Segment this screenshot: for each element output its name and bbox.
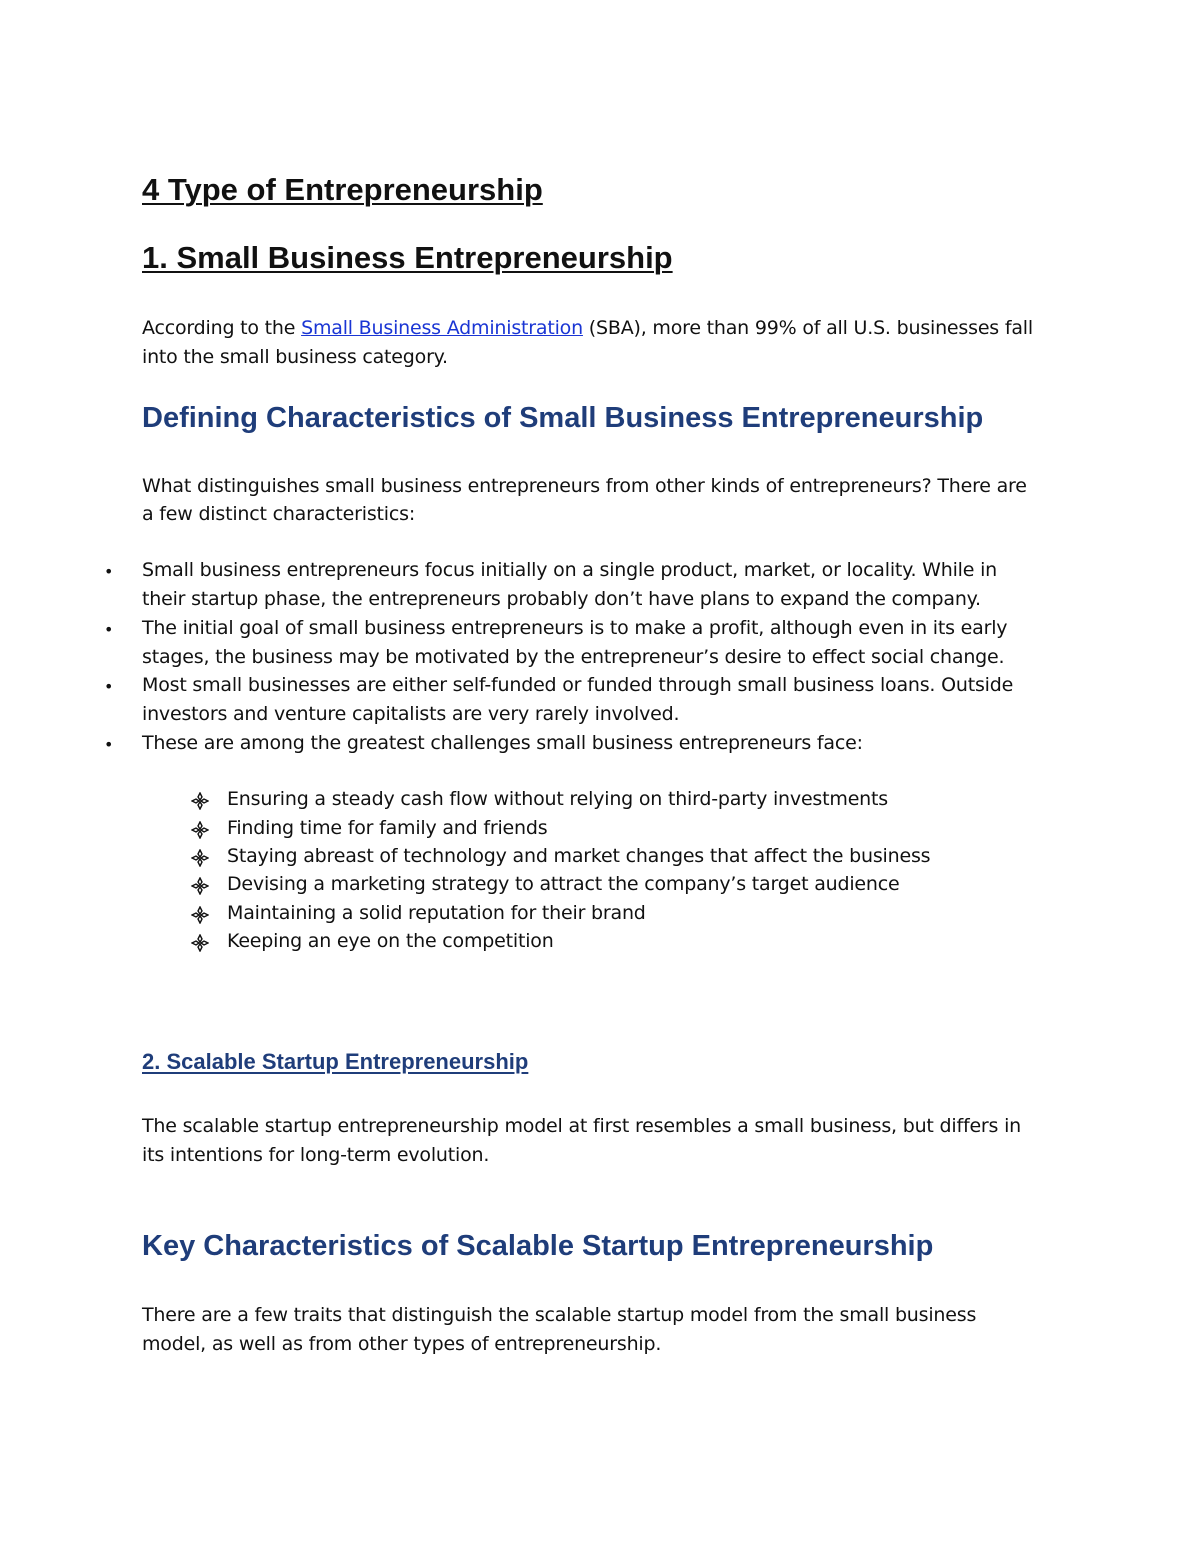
section1-intro-line2: into the small business category. [142,346,448,368]
challenge-item: Devising a marketing strategy to attract the company’s target audience [227,873,900,895]
intro-suffix-text: (SBA), more than 99% of all U.S. businesses fall [582,317,1033,339]
section2-subheading: Key Characteristics of Scalable Startup Entrepreneurship [142,1230,934,1262]
challenge-item: Staying abreast of technology and market changes that affect the business [227,845,931,867]
list-item-continuation: their startup phase, the entrepreneurs probably don’t have plans to expand the company. [142,588,981,610]
four-diamond-star-icon [191,821,209,844]
list-item-continuation: investors and venture capitalists are very rarely involved. [142,703,680,725]
challenge-item: Ensuring a steady cash flow without relying on third-party investments [227,788,888,810]
list-item: Most small businesses are either self-funded or funded through small business loans. Outside [142,674,1014,696]
four-diamond-star-icon [191,792,209,815]
four-diamond-star-icon [191,849,209,872]
section1-intro-line1 [142,317,1033,339]
bullet-marker: • [104,562,114,581]
list-item: Small business entrepreneurs focus initially on a single product, market, or locality. While in [142,559,998,581]
bullet-marker: • [104,677,114,696]
section1-heading: 1. Small Business Entrepreneurship [142,240,673,275]
intro-prefix-text: According to the [142,317,302,339]
challenge-item: Finding time for family and friends [227,817,548,839]
section2-intro-line2: its intentions for long-term evolution. [142,1144,490,1166]
bullet-marker: • [104,735,114,754]
list-item: The initial goal of small business entrepreneurs is to make a profit, although even in its early [142,617,1008,639]
four-diamond-star-icon [191,877,209,900]
question-line2: a few distinct characteristics: [142,503,416,525]
challenge-item: Maintaining a solid reputation for their brand [227,902,646,924]
section2-heading: 2. Scalable Startup Entrepreneurship [142,1049,529,1074]
challenge-item: Keeping an eye on the competition [227,930,554,952]
sba-link[interactable]: Small Business Administration [301,317,583,339]
section1-subheading: Defining Characteristics of Small Business Entrepreneurship [142,402,984,434]
traits-line2: model, as well as from other types of entrepreneurship. [142,1333,662,1355]
four-diamond-star-icon [191,906,209,929]
four-diamond-star-icon [191,934,209,957]
question-line1: What distinguishes small business entrepreneurs from other kinds of entrepreneurs? There are [142,475,1027,497]
bullet-marker: • [104,620,114,639]
list-item-continuation: stages, the business may be motivated by the entrepreneur’s desire to effect social change. [142,646,1005,668]
document-title: 4 Type of Entrepreneurship [142,172,543,207]
list-item: These are among the greatest challenges small business entrepreneurs face: [142,732,863,754]
section2-intro-line1: The scalable startup entrepreneurship model at first resembles a small business, but differs in [142,1115,1022,1137]
traits-line1: There are a few traits that distinguish the scalable startup model from the small business [142,1304,977,1326]
